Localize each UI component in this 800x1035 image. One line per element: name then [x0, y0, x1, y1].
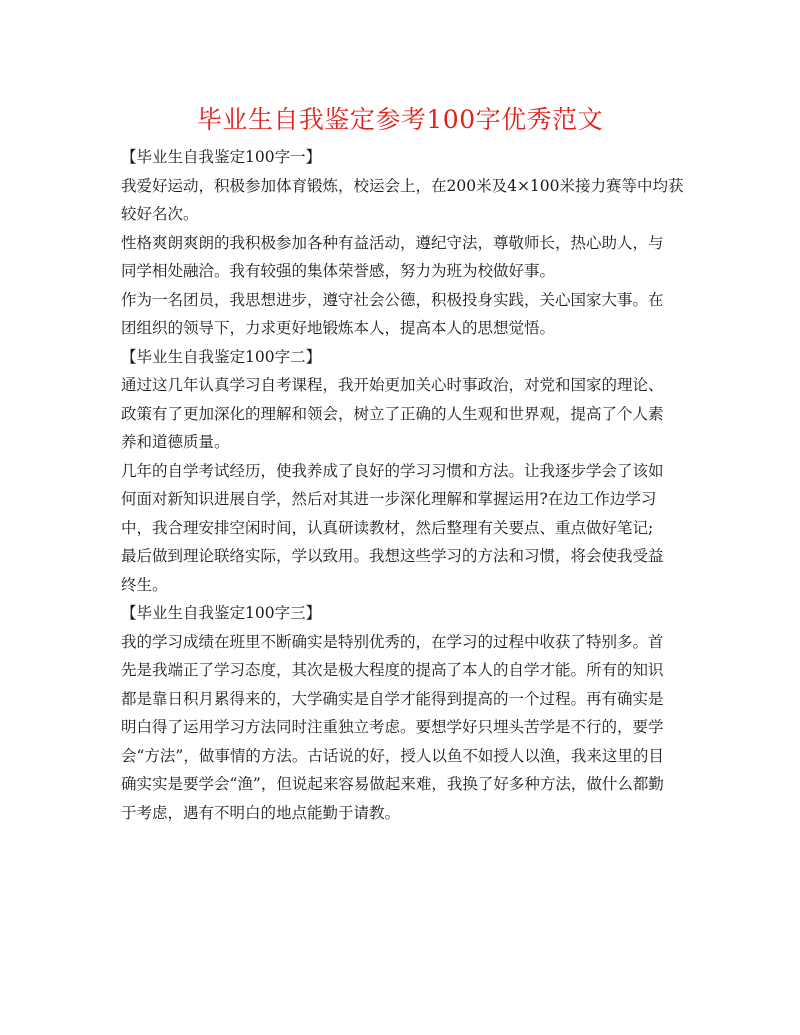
- document-body: [121, 143, 684, 827]
- document-title: 毕业生自我鉴定参考100字优秀范文: [196, 105, 604, 134]
- paragraph-line: 中，我合理安排空闲时间，认真研读教材，然后整理有关要点、重点做好笔记;: [121, 518, 654, 537]
- paragraph-line: 先是我端正了学习态度，其次是极大程度的提高了本人的自学才能。所有的知识: [121, 661, 664, 679]
- paragraph-line: 确实实是要学会“渔”，但说起来容易做起来难，我换了好多种方法，做什么都勤: [121, 775, 664, 793]
- paragraph-line: 明白得了运用学习方法同时注重独立考虑。要想学好只埋头苦学是不行的，要学: [121, 718, 664, 736]
- paragraph-line: 会“方法”，做事情的方法。古话说的好，授人以鱼不如授人以渔，我来这里的目: [121, 746, 664, 765]
- paragraph-line: 何面对新知识进展自学，然后对其进一步深化理解和掌握运用?在边工作边学习: [121, 490, 657, 508]
- paragraph-line: 通过这几年认真学习自考课程，我开始更加关心时事政治，对党和国家的理论、: [121, 376, 664, 394]
- paragraph-line: 团组织的领导下，力求更好地锻炼本人，提高本人的思想觉悟。: [121, 319, 556, 337]
- paragraph-line: 养和道德质量。: [121, 433, 230, 451]
- section-heading-3: 【毕业生自我鉴定100字三】: [121, 604, 322, 622]
- paragraph-line: 于考虑，遇有不明白的地点能勤于请教。: [121, 803, 401, 822]
- section-heading-2: 【毕业生自我鉴定100字二】: [121, 347, 322, 366]
- paragraph-line: 我的学习成绩在班里不断确实是特别优秀的，在学习的过程中收获了特别多。首: [121, 632, 664, 651]
- paragraph-line: 较好名次。: [121, 205, 199, 223]
- paragraph-line: 我爱好运动，积极参加体育锻炼，校运会上，在200米及4×100米接力赛等中均获: [121, 176, 684, 195]
- paragraph-line: 最后做到理论联络实际，学以致用。我想这些学习的方法和习惯，将会使我受益: [121, 547, 664, 565]
- paragraph-line: 几年的自学考试经历，使我养成了良好的学习习惯和方法。让我逐步学会了该如: [121, 461, 664, 480]
- section-heading-1: 【毕业生自我鉴定100字一】: [121, 148, 322, 166]
- paragraph-line: 同学相处融洽。我有较强的集体荣誉感，努力为班为校做好事。: [121, 262, 556, 280]
- paragraph-line: 政策有了更加深化的理解和领会，树立了正确的人生观和世界观，提高了个人素: [121, 404, 664, 423]
- paragraph-line: 性格爽朗爽朗的我积极参加各种有益活动，遵纪守法，尊敬师长，热心助人，与: [121, 233, 664, 252]
- paragraph-line: 作为一名团员，我思想进步，遵守社会公德，积极投身实践，关心国家大事。在: [121, 290, 664, 309]
- paragraph-line: 都是靠日积月累得来的，大学确实是自学才能得到提高的一个过程。再有确实是: [121, 689, 664, 708]
- paragraph-line: 终生。: [121, 575, 168, 594]
